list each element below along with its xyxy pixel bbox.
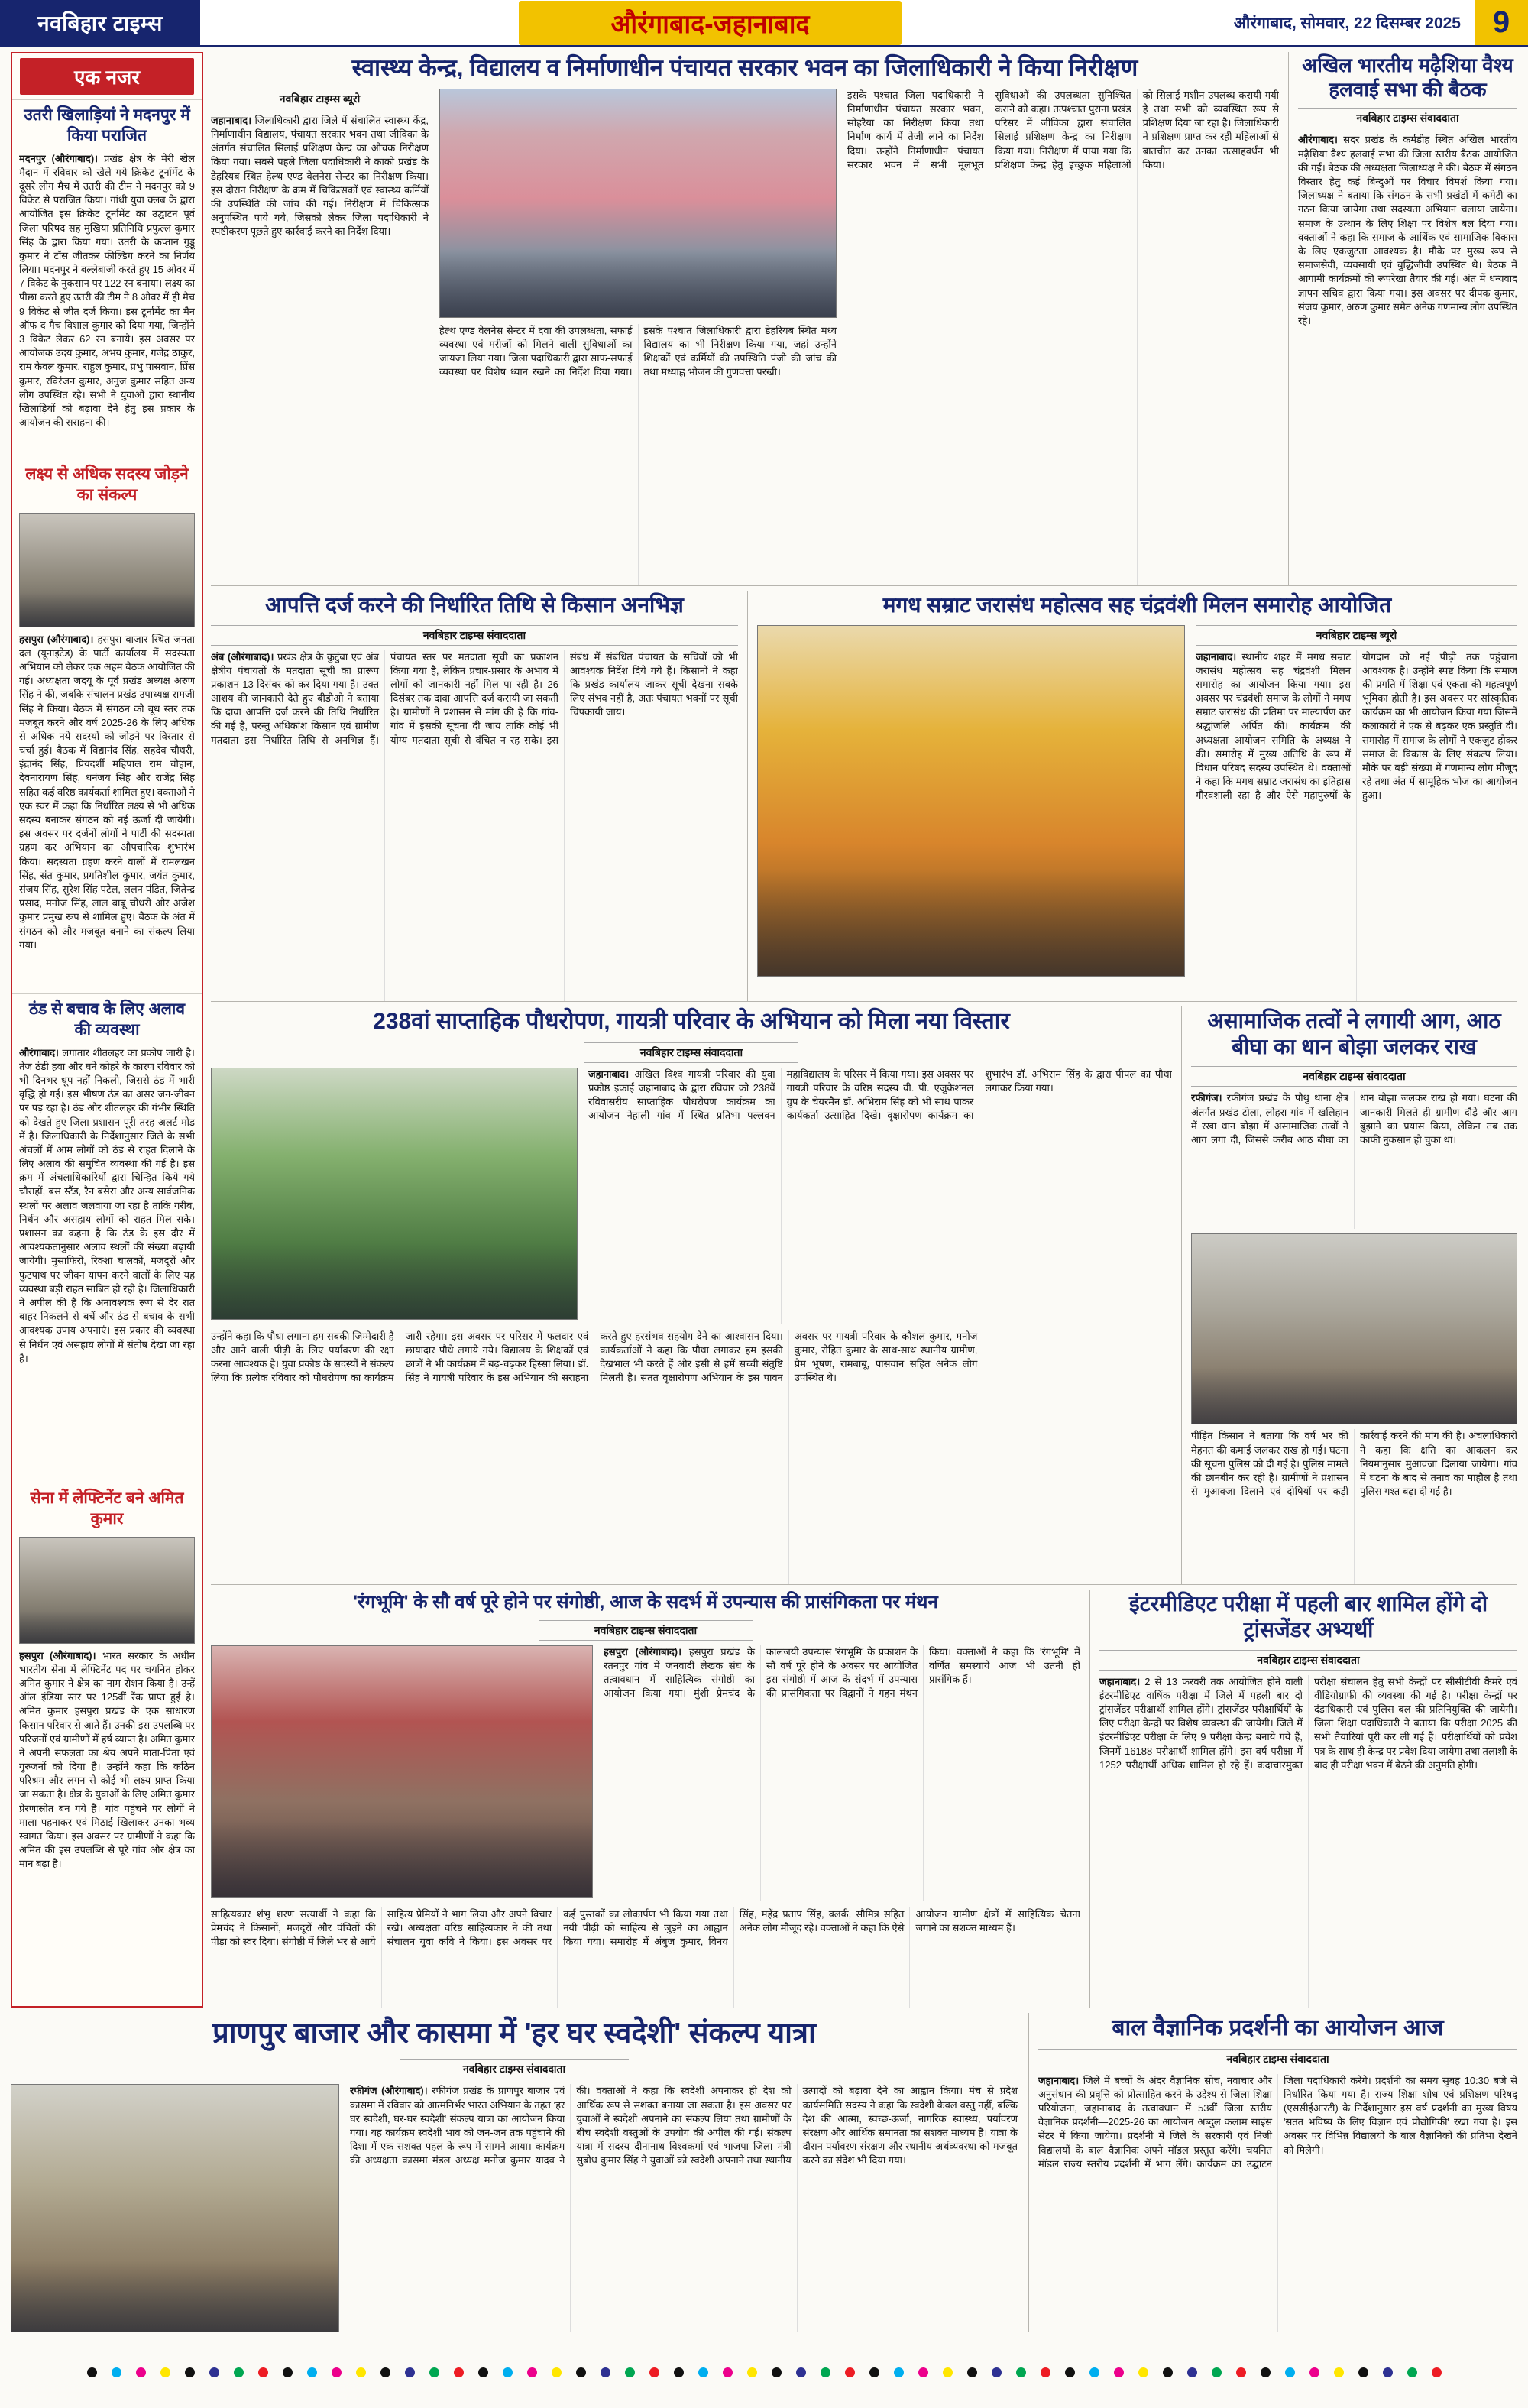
article-body	[19, 152, 195, 452]
dateline: हसपुरा (औरंगाबाद)।	[19, 633, 94, 645]
registration-dot	[1163, 2367, 1173, 2377]
membership-meeting-photo	[19, 513, 195, 627]
registration-dot	[821, 2367, 830, 2377]
swadeshi-yatra-photo	[11, 2084, 339, 2332]
registration-dot	[1334, 2367, 1344, 2377]
article-paddy-arson	[1181, 1006, 1517, 1584]
headline: स्वास्थ्य केन्द्र, विद्यालय व निर्माणाधीन पंचायत सरकार भवन का जिलाधिकारी ने किया निरीक्षण	[351, 54, 1138, 81]
dateline: जहानाबाद।	[588, 1068, 630, 1080]
article-body	[588, 1068, 1172, 1324]
headline: असामाजिक तत्वों ने लगायी आग, आठ बीघा का धान बोझा जलकर राख	[1207, 1009, 1501, 1059]
registration-dot	[674, 2367, 684, 2377]
sidebar-title: एक नजर	[20, 58, 194, 95]
byline: नवबिहार टाइम्स संवाददाता	[1099, 1650, 1517, 1671]
body-text: रफीगंज प्रखंड के पौथु थाना क्षेत्र अंतर्गत प्रखंड टोला, लोहरा गांव में खलिहान में रखा धान बोझा में असामाजिक तत्वों ने आग लगा दी, जिससे करीब आठ बीघा का धान बोझा जलकर राख हो गया। घटना की जानकारी मिलते ही ग्रामीण दौड़े और आग बुझाने का प्रयास किया, लेकिन तब तक काफी नुकसान हो चुका था।	[1191, 1092, 1517, 1146]
article-vaishya-meeting	[1288, 52, 1517, 585]
registration-dot	[1065, 2367, 1075, 2377]
sidebar-article-membership	[12, 459, 202, 993]
article-body	[19, 633, 195, 987]
body-text: प्रखंड क्षेत्र के मेरी खेल मैदान में रविवार को खेले गये क्रिकेट टूर्नामेंट के दूसरे लीग मैच में उतरी की टीम ने मदनपुर को 9 विकेट से पराजित किया। गांधी युवा क्लब के द्वारा आयोजित इस क्रिकेट टूर्नामेंट का उद्घाटन पूर्व जिला परिषद सह मुखिया प्रतिनिधि प्रफुल्ल कुमार सिंह के द्वारा किया गया। उतरी के कप्तान गुड्डू कुमार ने टॉस जीतकर फील्डिंग करने का निर्णय लिया। मदनपुर ने बल्लेबाजी करते हुए 15 ओवर में 7 विकेट के नुकसान पर 122 रन बनाया। लक्ष्य का पीछा करते हुए उतरी की टीम ने 8 ओवर में ही मैच 9 विकेट से जीत दर्ज किया। इस टूर्नामेंट का मैन ऑफ द मैच विशाल कुमार को दिया गया, जिन्होंने 3 विकेट लेकर 62 रन बनाये। इस अवसर पर आयोजक उदय कुमार, अभय कुमार, गजेंद्र ठाकुर, राम केवल कुमार, राहुल कुमार, प्रभु पासवान, प्रिंस कुमार, रविरंजन कुमार, अनुज कुमार सहित अन्य लोग उपस्थित रहे। सभी ने युवाओं द्वारा स्थानीय खिलाड़ियों को बढ़ावा देने हेतु इस प्रकार के आयोजन की सराहना की।	[19, 152, 195, 429]
registration-dot	[1358, 2367, 1368, 2377]
registration-dot	[1261, 2367, 1271, 2377]
upper-zone	[0, 47, 1528, 2008]
registration-dot	[894, 2367, 904, 2377]
registration-dot	[967, 2367, 977, 2377]
main-content	[211, 52, 1517, 2008]
body-text: जिले में बच्चों के अंदर वैज्ञानिक सोच, नवाचार और अनुसंधान की प्रवृत्ति को प्रोत्साहित करने के उद्देश्य से जिला शिक्षा परियोजना, जहानाबाद के तत्वावधान में 53वीं जिला स्तरीय वैज्ञानिक प्रदर्शनी—2025-26 का आयोजन अब्दुल कलाम साइंस सेंटर में किया जायेगा। प्रदर्शनी में जिले के सरकारी एवं निजी विद्यालयों के बाल वैज्ञानिक अपने मॉडल प्रस्तुत करेंगे। चयनित मॉडल राज्य स्तरीय प्रदर्शनी में भाग लेंगे। कार्यक्रम का उद्घाटन जिला पदाधिकारी करेंगे। प्रदर्शनी का समय सुबह 10:30 बजे से निर्धारित किया गया है। राज्य शिक्षा शोध एवं प्रशिक्षण परिषद् (एससीईआरटी) के निर्देशानुसार इस वर्ष प्रदर्शनी का मुख्य विषय 'सतत भविष्य के लिए विज्ञान एवं प्रौद्योगिकी' रखा गया है। इस अवसर पर विभिन्न विद्यालयों के बाल वैज्ञानिकों की प्रतिभा देखने को मिलेगी।	[1038, 2074, 1517, 2170]
burnt-paddy-photo	[1191, 1233, 1517, 1424]
headline: 238वां साप्ताहिक पौधरोपण, गायत्री परिवार के अभियान को मिला नया विस्तार	[373, 1009, 1010, 1035]
dateline: मदनपुर (औरंगाबाद)।	[19, 152, 99, 164]
article-body	[1038, 2074, 1517, 2332]
registration-dot	[1383, 2367, 1393, 2377]
article-body	[211, 114, 429, 586]
registration-dot	[1432, 2367, 1442, 2377]
article-body	[1191, 1091, 1517, 1229]
registration-dot	[87, 2367, 97, 2377]
registration-dot	[845, 2367, 855, 2377]
byline: नवबिहार टाइम्स संवाददाता	[1038, 2049, 1517, 2069]
row-bottom	[0, 2008, 1528, 2336]
registration-dot	[307, 2367, 317, 2377]
registration-dot	[601, 2367, 610, 2377]
headline: इंटरमीडिएट परीक्षा में पहली बार शामिल होंगे दो ट्रांसजेंडर अभ्यर्थी	[1128, 1592, 1488, 1642]
registration-dot	[454, 2367, 464, 2377]
body-text: 2 से 13 फरवरी तक आयोजित होने वाली इंटरमीडिएट वार्षिक परीक्षा में जिले में पहली बार दो ट्रांसजेंडर परीक्षार्थी शामिल होंगे। ट्रांसजेंडर परीक्षार्थियों के लिए परीक्षा केन्द्रों पर विशेष व्यवस्था की जायेगी। जिले में इंटरमीडिएट परीक्षा के लिए 9 परीक्षा केन्द्र बनाये गये हैं, जिनमें 16188 परीक्षार्थी शामिल होंगे। इस वर्ष परीक्षा में 1252 परीक्षार्थी अधिक शामिल हो रहे हैं। कदाचारमुक्त परीक्षा संचालन हेतु सभी केन्द्रों पर सीसीटीवी कैमरे एवं वीडियोग्राफी की व्यवस्था की गई है। परीक्षा केन्द्रों पर दंडाधिकारी एवं पुलिस बल की प्रतिनियुक्ति की जायेगी। जिला शिक्षा पदाधिकारी ने बताया कि परीक्षा 2025 की सभी तैयारियां पूरी कर ली गई हैं। परीक्षार्थियों को प्रवेश पत्र के साथ ही केन्द्र पर प्रवेश दिया जायेगा तथा तलाशी के बाद ही परीक्षा भवन में बैठने की अनुमति होगी।	[1099, 1675, 1517, 1771]
dateline: रफीगंज (औरंगाबाद)।	[350, 2085, 428, 2097]
ek-nazar-sidebar	[11, 52, 203, 2008]
registration-dot	[185, 2367, 195, 2377]
headline: बाल वैज्ञानिक प्रदर्शनी का आयोजन आज	[1112, 2015, 1444, 2040]
byline: नवबिहार टाइम्स संवाददाता	[1191, 1066, 1517, 1087]
registration-dot	[1285, 2367, 1295, 2377]
masthead-dateline: औरंगाबाद, सोमवार, 22 दिसम्बर 2025	[1233, 14, 1461, 32]
headline: 'रंगभूमि' के सौ वर्ष पूरे होने पर संगोष्ठी, आज के सदर्भ में उपन्यास की प्रासंगिकता पर मंथन	[353, 1592, 938, 1613]
registration-dot	[1187, 2367, 1197, 2377]
headline: सेना में लेफ्टिनेंट बने अमित कुमार	[30, 1489, 184, 1528]
registration-dot	[869, 2367, 879, 2377]
article-body-continued	[1191, 1429, 1517, 1584]
article-body	[1298, 133, 1517, 585]
dateline: औरंगाबाद।	[1298, 134, 1338, 146]
dateline: रफीगंज।	[1191, 1092, 1222, 1104]
registration-dot	[698, 2367, 708, 2377]
registration-dot	[1212, 2367, 1222, 2377]
byline: नवबिहार टाइम्स संवाददाता	[1298, 108, 1517, 128]
body-text: हसपुरा बाजार स्थित जनता दल (यूनाइटेड) के पार्टी कार्यालय में सदस्यता अभियान को लेकर एक अहम बैठक आयोजित की गई। अध्यक्षता जदयू के पूर्व प्रखंड अध्यक्ष अरुण सिंह ने की, जबकि संचालन प्रखंड उपाध्यक्ष रामजी सिंह ने किया। बैठक में संगठन को बूथ स्तर तक मजबूत करने और वर्ष 2025-26 के लिए अधिक से अधिक नये सदस्यों को जोड़ने पर विस्तार से चर्चा हुई। बैठक में विद्यानंद सिंह, सहदेव चौधरी, इंद्रानंद सिंह, प्रियदर्शी महिपाल राम चौहान, देवनारायण सिंह, धनंजय सिंह और राजेंद्र सिंह सहित कई वरिष्ठ कार्यकर्ता शामिल हुए। वक्ताओं ने एक स्वर में कहा कि निर्धारित लक्ष्य से भी अधिक सदस्य बनाकर संगठन को नई ऊर्जा दी जायेगी। इस अवसर पर दर्जनों लोगों ने पार्टी की सदस्यता ग्रहण कर अभियान का औपचारिक शुभारंभ किया। सदस्यता ग्रहण करने वालों में रामलखन सिंह, संत कुमार, प्रगतिशील कुमार, जयंत कुमार, संजय सिंह, सुरेश सिंह पटेल, ललन पंडित, जितेन्द्र प्रसाद, मनोज सिंह, लाल बाबू चौधरी और अजेश कुमार प्रमुख रूप से शामिल हुए। बैठक के अंत में संगठन को और मजबूत बनाने का संकल्प लिया गया।	[19, 633, 195, 951]
body-text: भारत सरकार के अधीन भारतीय सेना में लेफ्टिनेंट पद पर चयनित होकर अमित कुमार ने क्षेत्र का नाम रोशन किया है। उन्हें ऑल इंडिया स्तर पर 125वीं रैंक प्राप्त हुई है। अमित कुमार हसपुरा प्रखंड के एक साधारण किसान परिवार से आते हैं। उनकी इस उपलब्धि पर परिजनों एवं ग्रामीणों में हर्ष व्याप्त है। अमित कुमार ने अपनी सफलता का श्रेय अपने माता-पिता एवं गुरुजनों को दिया है। उन्होंने कहा कि कठिन परिश्रम और लगन से कोई भी लक्ष्य प्राप्त किया जा सकता है। क्षेत्र के युवाओं के लिए अमित कुमार प्रेरणास्रोत बन गये हैं। गांव पहुंचने पर लोगों ने माला पहनाकर एवं मिठाई खिलाकर उनका भव्य स्वागत किया। इस अवसर पर ग्रामीणों ने कहा कि अमित की इस उपलब्धि से पूरे गांव और क्षेत्र का मान बढ़ा है।	[19, 1649, 195, 1870]
registration-dot	[405, 2367, 415, 2377]
registration-dot	[258, 2367, 268, 2377]
sidebar-article-lieutenant	[12, 1483, 202, 2006]
dateline: हसपुरा (औरंगाबाद)।	[19, 1649, 96, 1661]
edition-title: औरंगाबाद-जहानाबाद	[610, 9, 810, 39]
row-second	[211, 585, 1517, 1001]
article-body-continued	[211, 1330, 1172, 1585]
registration-dot	[1309, 2367, 1319, 2377]
registration-dot	[1407, 2367, 1417, 2377]
body-text: प्रखंड क्षेत्र के कुटुंबा एवं अंब क्षेत्रीय पंचायतों के मतदाता सूची का प्रारूप प्रकाशन 13 दिसंबर को कर दिया गया है। उक्त आशय की जानकारी देते हुए बीडीओ ने बताया कि दावा आपत्ति दर्ज करने की तिथि निर्धारित की गई है, परन्तु अधिकांश किसान एवं ग्रामीण मतदाता इस निर्धारित तिथि से अनभिज्ञ हैं। पंचायत स्तर पर मतदाता सूची का प्रकाशन किया गया है, लेकिन प्रचार-प्रसार के अभाव में लोगों को जानकारी नहीं मिल पा रही है। 26 दिसंबर तक दावा आपत्ति दर्ज करायी जा सकती है। ग्रामीणों ने प्रशासन से मांग की है कि गांव-गांव में इसकी सूचना दी जाय ताकि कोई भी योग्य मतदाता सूची से वंचित न रह सके। इस संबंध में संबंधित पंचायत के सचिवों को भी आवश्यक निर्देश दिये गये हैं। किसानों ने कहा कि प्रखंड कार्यालय जाकर सूची देखना सबके लिए संभव नहीं है, अतः पंचायत भवनों पर सूची चिपकायी जाय।	[211, 650, 738, 746]
registration-dot	[527, 2367, 537, 2377]
article-body	[350, 2084, 1018, 2332]
headline: प्राणपुर बाजार और कासमा में 'हर घर स्वदेशी' संकल्प यात्रा	[212, 2017, 816, 2050]
article-body	[1099, 1675, 1517, 2008]
registration-dot	[1138, 2367, 1148, 2377]
registration-dot	[625, 2367, 635, 2377]
article-transgender-examinees	[1089, 1590, 1517, 2008]
headline: उतरी खिलाड़ियां ने मदनपुर में किया पराजित	[24, 106, 190, 145]
article-jarasandh-festival	[747, 591, 1517, 1001]
sidebar-article-bonfire	[12, 993, 202, 1483]
headline: लक्ष्य से अधिक सदस्य जोड़ने का संकल्प	[25, 465, 189, 504]
inspection-photo	[439, 89, 837, 318]
registration-dot	[503, 2367, 513, 2377]
article-farmers-unaware	[211, 591, 738, 1001]
registration-dot	[1041, 2367, 1050, 2377]
body-text: हसपुरा प्रखंड के रतनपुर गांव में जनवादी लेखक संघ के तत्वावधान में साहित्यिक संगोष्ठी का आयोजन किया गया। मुंशी प्रेमचंद के कालजयी उपन्यास 'रंगभूमि' के प्रकाशन के सौ वर्ष पूरे होने के अवसर पर आयोजित इस संगोष्ठी में आज के संदर्भ में उपन्यास की प्रासंगिकता पर विद्वानों ने गहन मंथन किया। वक्ताओं ने कहा कि 'रंगभूमि' में वर्णित समस्यायें आज भी उतनी ही प्रासंगिक हैं।	[604, 1645, 1080, 1700]
dateline: औरंगाबाद।	[19, 1046, 59, 1058]
body-text: साहित्यकार शंभु शरण सत्यार्थी ने कहा कि प्रेमचंद ने किसानों, मजदूरों और वंचितों की पीड़ा को स्वर दिया। संगोष्ठी में जिले भर से आये साहित्य प्रेमियों ने भाग लिया और अपने विचार रखे। अध्यक्षता वरिष्ठ साहित्यकार ने की तथा संचालन युवा कवि ने किया। इस अवसर पर कई पुस्तकों का लोकार्पण भी किया गया तथा नयी पीढ़ी को साहित्य से जुड़ने का आह्वान किया गया। समारोह में अंबुज कुमार, विनय सिंह, महेंद्र प्रताप सिंह, क्लर्क, सौमित्र सहित अनेक लोग मौजूद रहे। वक्ताओं ने कहा कि ऐसे आयोजन ग्रामीण क्षेत्रों में साहित्यिक चेतना जगाने का सशक्त माध्यम हैं।	[211, 1907, 1080, 1947]
row-third	[211, 1001, 1517, 1584]
headline: मगध सम्राट जरासंध महोत्सव सह चंद्रवंशी मिलन समारोह आयोजित	[882, 593, 1392, 617]
body-text: उन्होंने कहा कि पौधा लगाना हम सबकी जिम्मेदारी है और आने वाली पीढ़ी के लिए पर्यावरण की रक्षा करना आवश्यक है। युवा प्रकोष्ठ के सदस्यों ने संकल्प लिया कि प्रत्येक रविवार को पौधरोपण का कार्यक्रम जारी रहेगा। इस अवसर पर परिसर में फलदार एवं छायादार पौधे लगाये गये। विद्यालय के शिक्षकों एवं छात्रों ने भी कार्यक्रम में बढ़-चढ़कर हिस्सा लिया। डॉ. सिंह ने गायत्री परिवार के इस अभियान की सराहना करते हुए हरसंभव सहयोग देने का आश्वासन दिया। कार्यकर्ताओं ने कहा कि पौधा लगाकर हम इसकी देखभाल भी करते हैं और इसी से हमें सच्ची संतुष्टि मिलती है। सतत वृक्षारोपण अभियान के इस पावन अवसर पर गायत्री परिवार के कौशल कुमार, मनोज कुमार, रोहित कुमार के साथ-साथ स्थानीय ग्रामीण, प्रेम भूषण, रामबाबू, पासवान सहित अनेक लोग उपस्थित थे।	[211, 1330, 978, 1384]
byline: नवबिहार टाइम्स संवाददाता	[400, 2059, 629, 2079]
body-text: सदर प्रखंड के कर्मडीह स्थित अखिल भारतीय मढ़ैशिया वैश्य हलवाई सभा की जिला स्तरीय बैठक आयोजित की गई। बैठक की अध्यक्षता जिलाध्यक्ष ने की। बैठक में संगठन विस्तार हेतु कई बिन्दुओं पर विचार विमर्श किया गया। जिलाध्यक्ष ने बताया कि संगठन के सभी प्रखंडों में कमेटी का गठन किया जायेगा तथा सदस्यता अभियान चलाया जायेगा। समाज के उत्थान के लिए शिक्षा पर विशेष बल दिया गया। वक्ताओं ने कहा कि समाज के आर्थिक एवं सामाजिक विकास के लिए एकजुटता आवश्यक है। मौके पर मुख्य रूप से समाजसेवी, व्यवसायी एवं बुद्धिजीवी उपस्थित थे। बैठक में आगामी कार्यक्रमों की रूपरेखा तैयार की गई। अंत में धन्यवाद ज्ञापन सचिव द्वारा किया गया। इस अवसर पर दीपक कुमार, संजय कुमार, अरुण कुमार समेत अनेक गणमान्य लोग उपस्थित रहे।	[1298, 134, 1517, 326]
registration-dot	[209, 2367, 219, 2377]
dateline: जहानाबाद।	[1196, 650, 1237, 663]
registration-dot	[747, 2367, 757, 2377]
body-text: हेल्थ एण्ड वेलनेस सेन्टर में दवा की उपलब्धता, सफाई व्यवस्था एवं मरीजों को मिलने वाली सुविधाओं का जायजा लिया गया। जिला पदाधिकारी द्वारा साफ-सफाई व्यवस्था पर विशेष ध्यान रखने का निर्देश दिया गया। इसके पश्चात जिलाधिकारी द्वारा डेहरियब स्थित मध्य विद्यालय का भी निरीक्षण किया गया, जहां उन्होंने शिक्षकों एवं कर्मियों की उपस्थिति पंजी की जांच की तथा मध्याह्न भोजन की गुणवत्ता परखी।	[439, 324, 837, 378]
article-body-continued	[211, 1907, 1080, 2008]
byline: नवबिहार टाइम्स ब्यूरो	[211, 89, 429, 109]
registration-dot	[380, 2367, 390, 2377]
byline: नवबिहार टाइम्स संवाददाता	[584, 1042, 798, 1063]
registration-dot	[478, 2367, 488, 2377]
dateline: जहानाबाद।	[1038, 2074, 1080, 2086]
dateline: जहानाबाद।	[211, 114, 252, 126]
row-top	[211, 52, 1517, 585]
sidebar-article-cricket	[12, 99, 202, 459]
registration-dot	[1236, 2367, 1246, 2377]
registration-dot	[649, 2367, 659, 2377]
registration-dot	[1089, 2367, 1099, 2377]
body-text: अखिल विश्व गायत्री परिवार की युवा प्रकोष्ठ इकाई जहानाबाद के द्वारा रविवार को 238वें रविवासरीय साप्ताहिक पौधरोपण कार्यक्रम का आयोजन नेहाली गांव में स्थित प्रतिभा पल्लवन महाविद्यालय के परिसर में किया गया। इस अवसर पर गायत्री परिवार के वरिष्ठ सदस्य वी. पी. एजुकेशनल ग्रुप के चेयरमैन डॉ. अभिराम सिंह को भी साथ पाकर कार्यकर्ता उत्साहित दिखे। वृक्षारोपण कार्यक्रम का शुभारंभ डॉ. अभिराम सिंह के द्वारा पीपल का पौधा लगाकर किया गया।	[588, 1068, 1172, 1122]
article-body	[211, 650, 738, 1002]
registration-dot	[992, 2367, 1002, 2377]
headline: आपत्ति दर्ज करने की निर्धारित तिथि से किसान अनभिज्ञ	[265, 593, 684, 617]
registration-dot	[552, 2367, 562, 2377]
registration-marks	[0, 2336, 1528, 2408]
registration-dot	[356, 2367, 366, 2377]
article-body-continued	[847, 89, 1279, 586]
article-rangbhoomi-seminar	[211, 1590, 1080, 2008]
dateline: जहानाबाद।	[1099, 1675, 1141, 1687]
registration-dot	[160, 2367, 170, 2377]
body-text: स्थानीय शहर में मगध सम्राट जरासंध महोत्सव सह चंद्रवंशी मिलन समारोह का आयोजन किया गया। इस अवसर पर चंद्रवंशी समाज के लोगों ने मगध सम्राट जरासंध की प्रतिमा पर माल्यार्पण कर श्रद्धांजलि अर्पित की। कार्यक्रम की अध्यक्षता आयोजन समिति के अध्यक्ष ने की। समारोह में मुख्य अतिथि के रूप में विधान परिषद सदस्य उपस्थित थे। वक्ताओं ने कहा कि मगध सम्राट जरासंध का इतिहास गौरवशाली रहा है और ऐसे महापुरुषों के योगदान को नई पीढ़ी तक पहुंचाना आवश्यक है। उन्होंने स्पष्ट किया कि समाज की प्रगति में शिक्षा एवं एकता की महत्वपूर्ण भूमिका होती है। इस अवसर पर सांस्कृतिक कार्यक्रम का भी आयोजन किया गया जिसमें कलाकारों ने एक से बढ़कर एक प्रस्तुति दी। समारोह में समाज के लोगों ने एकजुट होकर समाज के विकास के लिए संकल्प लिया। मौके पर बड़ी संख्या में गणमान्य लोग मौजूद रहे तथा अंत में सामूहिक भोज का आयोजन हुआ।	[1196, 650, 1517, 802]
article-body	[604, 1645, 1080, 1901]
headline: अखिल भारतीय मढ़ैशिया वैश्य हलवाई सभा की बैठक	[1302, 53, 1513, 101]
registration-dot	[918, 2367, 928, 2377]
article-body	[19, 1649, 195, 2000]
edition-strip	[200, 0, 1220, 45]
registration-dot	[723, 2367, 733, 2377]
registration-dot	[234, 2367, 244, 2377]
registration-dot	[429, 2367, 439, 2377]
row-fourth	[211, 1584, 1517, 2008]
body-text: पीड़ित किसान ने बताया कि वर्ष भर की मेहनत की कमाई जलकर राख हो गई। घटना की सूचना पुलिस को दी गई है। पुलिस मामले की छानबीन कर रही है। ग्रामीणों ने प्रशासन से मुआवजा दिलाने एवं दोषियों पर कड़ी कार्रवाई करने की मांग की है। अंचलाधिकारी ने कहा कि क्षति का आकलन कर नियमानुसार मुआवजा दिलाया जायेगा। गांव में घटना के बाद से तनाव का माहौल है तथा पुलिस गश्त बढ़ा दी गई है।	[1191, 1430, 1517, 1498]
dateline: हसपुरा (औरंगाबाद)।	[604, 1645, 682, 1658]
body-text: लगातार शीतलहर का प्रकोप जारी है। तेज ठंडी हवा और घने कोहरे के कारण रविवार को भी दिनभर धूप नहीं निकली, जिससे ठंड में भारी वृद्धि हो गई। इस भीषण ठंड का असर जन-जीवन पर पड़ रहा है। ठंड और शीतलहर की गंभीर स्थिति को देखते हुए जिला प्रशासन पूरी तरह अलर्ट मोड में है। जिलाधिकारी के निर्देशानुसार जिले के सभी अंचलों में आम लोगों को ठंड से राहत दिलाने के लिए अलाव की समुचित व्यवस्था की गई है। इस क्रम में अंचलाधिकारियों द्वारा चिन्हित किये गये चौराहों, बस स्टैंड, रैन बसेरा और अन्य सार्वजनिक स्थलों पर अलाव जलवाया जा रहा है ताकि गरीब, निर्धन और असहाय लोगों को राहत मिल सके। प्रशासन का कहना है कि ठंड के इस दौर में आवश्यकतानुसार अलाव स्थलों की संख्या बढ़ायी जायेगी। मुसाफिरों, रिक्शा चालकों, मजदूरों और फुटपाथ पर जीवन यापन करने वालों के लिए यह व्यवस्था बड़ी राहत साबित हो रही है। जिलाधिकारी ने अपील की है कि अनावश्यक रूप से देर रात बाहर निकलने से बचें और ठंड से बचाव के सभी आवश्यक उपाय अपनाएं। इस प्रकार की व्यवस्था से निर्धन एवं असहाय लोगों में संतोष देखा जा रहा है।	[19, 1046, 195, 1364]
registration-dot	[1114, 2367, 1124, 2377]
body-text: इसके पश्चात जिला पदाधिकारी ने निर्माणाधीन पंचायत सरकार भवन, सोहरैया का निरीक्षण किया तथा निर्माण कार्य में तेजी लाने का निर्देश दिया। उन्होंने निर्माणाधीन पंचायत सरकार भवन में सभी मूलभूत सुविधाओं की उपलब्धता सुनिश्चित कराने को कहा। तत्पश्चात पुराना प्रखंड परिसर में जीविका द्वारा संचालित सिलाई प्रशिक्षण केन्द्र का निरीक्षण किया गया। निरीक्षण में पाया गया कि प्रशिक्षण केन्द्र हेतु इच्छुक महिलाओं को सिलाई मशीन उपलब्ध करायी गयी है तथा सभी को व्यवस्थित रूप से प्रशिक्षण दिया जा रहा है। जिलाधिकारी ने प्रशिक्षण प्राप्त कर रही महिलाओं से बातचीत कर उनका उत्साहवर्धन भी किया।	[847, 89, 1279, 170]
registration-dot	[136, 2367, 146, 2377]
article-plantation-drive	[211, 1006, 1172, 1584]
article-body	[1196, 650, 1517, 1002]
masthead	[0, 0, 1528, 47]
byline: नवबिहार टाइम्स संवाददाता	[539, 1620, 753, 1641]
registration-dot	[576, 2367, 586, 2377]
byline: नवबिहार टाइम्स ब्यूरो	[1196, 625, 1517, 646]
headline: ठंड से बचाव के लिए अलाव की व्यवस्था	[28, 1000, 186, 1039]
article-body	[19, 1046, 195, 1476]
registration-dot	[283, 2367, 293, 2377]
registration-dot	[332, 2367, 342, 2377]
registration-dot	[796, 2367, 806, 2377]
byline: नवबिहार टाइम्स संवाददाता	[211, 625, 738, 646]
registration-dot	[112, 2367, 121, 2377]
dateline: अंब (औरंगाबाद)।	[211, 650, 274, 663]
body-text: रफीगंज प्रखंड के प्राणपुर बाजार एवं कासमा में रविवार को आत्मनिर्भर भारत अभियान के तहत 'हर घर स्वदेशी, घर-घर स्वदेशी' संकल्प यात्रा का आयोजन किया गया। यह कार्यक्रम स्वदेशी भाव को जन-जन तक पहुंचाने की दिशा में एक सशक्त पहल के रूप में सामने आया। कार्यक्रम की अध्यक्षता कासमा मंडल अध्यक्ष मनोज कुमार यादव ने की। वक्ताओं ने कहा कि स्वदेशी अपनाकर ही देश को आर्थिक रूप से सशक्त बनाया जा सकता है। इस अवसर पर युवाओं ने स्वदेशी अपनाने का संकल्प लिया तथा ग्रामीणों के बीच स्वदेशी वस्तुओं के उपयोग की अपील की गई। संकल्प यात्रा में सदस्य दीनानाथ विश्वकर्मा एवं भाजपा जिला मंत्री सुबोध कुमार सिंह ने युवाओं को स्वदेशी अपनाने तथा स्थानीय उत्पादों को बढ़ावा देने का आह्वान किया। मंच से प्रदेश कार्यसमिति सदस्य ने कहा कि स्वदेशी केवल वस्तु नहीं, बल्कि देश की आत्मा, स्वच्छ-ऊर्जा, नागरिक स्वास्थ्य, पर्यावरण संरक्षण और आर्थिक समानता का सशक्त माध्यम है। यात्रा के दौरान पर्यावरण संरक्षण और स्थानीय अर्थव्यवस्था को मजबूत करने का संदेश भी दिया गया।	[350, 2085, 1018, 2167]
seminar-photo	[211, 1645, 593, 1898]
article-body-continued	[439, 324, 837, 586]
registration-dot	[1016, 2367, 1026, 2377]
jarasandh-festival-photo	[757, 625, 1185, 977]
article-swadeshi-yatra	[11, 2013, 1018, 2332]
registration-dot	[772, 2367, 782, 2377]
page-number: 9	[1475, 0, 1528, 45]
newspaper-title: नवबिहार टाइम्स	[0, 0, 200, 45]
edition-box	[519, 1, 901, 45]
plantation-photo	[211, 1068, 578, 1320]
article-science-exhibition	[1028, 2013, 1517, 2332]
lieutenant-felicitation-photo	[19, 1537, 195, 1644]
article-dm-inspection	[211, 52, 1279, 585]
body-text: जिलाधिकारी द्वारा जिले में संचालित स्वास्थ्य केंद्र, निर्माणाधीन विद्यालय, पंचायत सरकार भवन तथा जीविका के अंतर्गत संचालित सिलाई प्रशिक्षण केन्द्र का औचक निरीक्षण किया गया। सबसे पहले जिला पदाधिकारी ने काको प्रखंड के डेहरियब स्थित हेल्थ एण्ड वेलनेस सेन्टर का निरीक्षण किया। इस दौरान निरीक्षण के क्रम में चिकित्सकों एवं स्वास्थ्य कर्मियों की उपस्थिति की जांच की गई। निरीक्षण में चिकित्सक अनुपस्थित पाये गये, जिसको लेकर जिला पदाधिकारी ने स्पष्टीकरण पूछते हुए कार्रवाई करने का निर्देश दिया।	[211, 114, 429, 238]
registration-dot	[943, 2367, 953, 2377]
